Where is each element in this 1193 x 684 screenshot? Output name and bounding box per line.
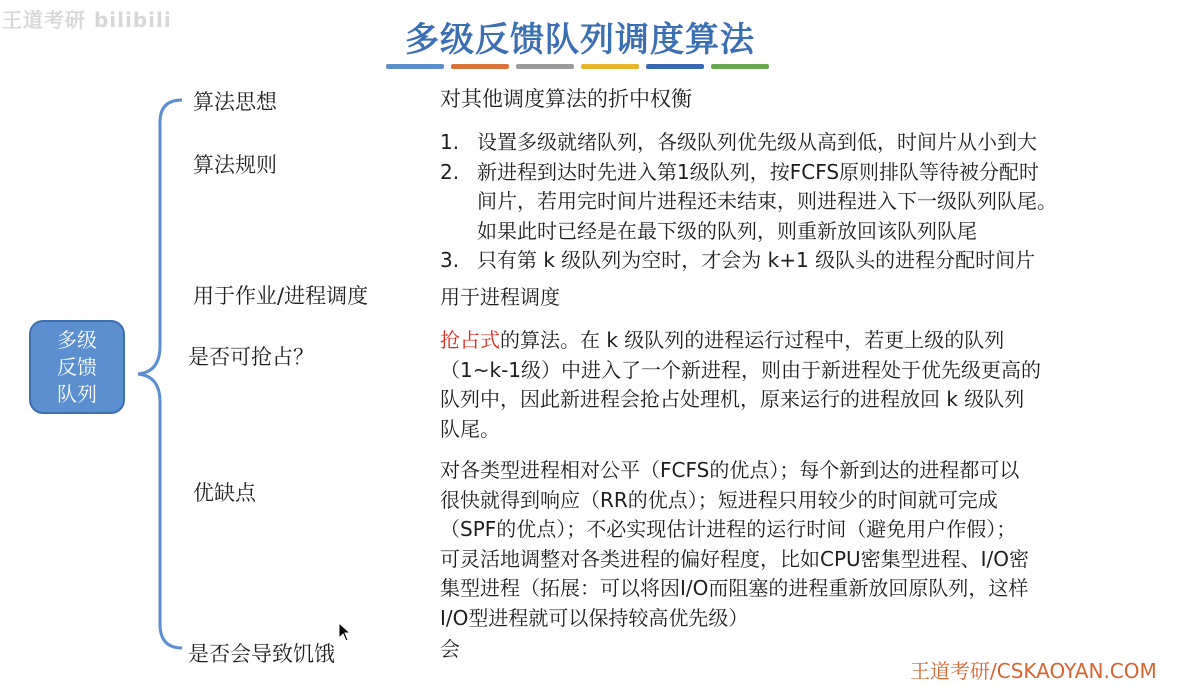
text-preempt [440, 326, 1041, 444]
title-bar [386, 64, 444, 69]
curly-brace [130, 96, 190, 658]
center-node-line: 反馈 [57, 355, 97, 379]
text-pros [440, 456, 1029, 633]
text-usage: 用于进程调度 [440, 285, 560, 309]
mouse-cursor-icon [338, 622, 352, 642]
slide-title: 多级反馈队列调度算法 [405, 20, 755, 60]
label-idea: 算法思想 [193, 90, 277, 114]
rule-line: 如果此时已经是在最下级的队列，则重新放回该队列队尾 [477, 218, 977, 243]
preempt-line: 队尾。 [440, 416, 500, 441]
rule-num: 1. [440, 130, 460, 154]
footer-brand: 王道考研/CSKAOYAN.COM [910, 659, 1157, 683]
rule-num: 3. [440, 248, 460, 272]
label-starve: 是否会导致饥饿 [188, 642, 335, 666]
rule-item [440, 246, 1057, 276]
center-node-line: 多级 [57, 328, 97, 352]
rules-list [440, 128, 1057, 276]
rule-line: 设置多级就绪队列，各级队列优先级从高到低，时间片从小到大 [477, 130, 1037, 154]
rule-num: 2. [440, 159, 460, 184]
rule-line: 新进程到达时先进入第1级队列，按FCFS原则排队等待被分配时 [477, 159, 1040, 184]
title-bar [516, 64, 574, 69]
pros-line: I/O型进程就可以保持较高优先级） [440, 605, 749, 630]
pros-line: 可灵活地调整对各类进程的偏好程度，比如CPU密集型进程、I/O密 [440, 546, 1030, 571]
pros-line: 集型进程（拓展：可以将因I/O而阻塞的进程重新放回原队列，这样 [440, 576, 1029, 600]
title-bar [711, 64, 769, 69]
label-usage: 用于作业/进程调度 [193, 284, 369, 308]
preempt-highlight: 抢占式 [440, 328, 500, 352]
title-bar [451, 64, 509, 69]
preempt-line: （1~k-1级）中进入了一个新进程，则由于新进程处于优先级更高的 [440, 357, 1042, 382]
rule-line: 只有第 k 级队列为空时，才会为 k+1 级队头的进程分配时间片 [477, 248, 1036, 272]
title-bar [581, 64, 639, 69]
pros-line: （SPF的优点）；不必实现估计进程的运行时间（避免用户作假）； [440, 517, 1017, 541]
label-pros: 优缺点 [193, 481, 256, 505]
title-underline-bars [386, 64, 769, 69]
text-idea: 对其他调度算法的折中权衡 [440, 87, 692, 111]
rule-item [440, 128, 1057, 158]
center-node-line: 队列 [57, 382, 97, 406]
label-rules: 算法规则 [193, 153, 277, 177]
text-starve: 会 [440, 637, 460, 661]
watermark: 王道考研 bilibili [2, 8, 172, 32]
preempt-text: 的算法。在 k 级队列的进程运行过程中，若更上级的队列 [500, 328, 1005, 352]
label-preempt: 是否可抢占？ [188, 345, 314, 369]
preempt-line [440, 326, 1041, 356]
pros-line: 很快就得到响应（RR的优点）；短进程只用较少的时间就可完成 [440, 487, 998, 512]
title-bar [646, 64, 704, 69]
pros-line: 对各类型进程相对公平（FCFS的优点）；每个新到达的进程都可以 [440, 458, 1020, 482]
center-node [29, 320, 125, 414]
preempt-line: 队列中，因此新进程会抢占处理机，原来运行的进程放回 k 级队列 [440, 387, 1025, 411]
rule-line: 间片，若用完时间片进程还未结束，则进程进入下一级队列队尾。 [477, 189, 1057, 213]
rule-item [440, 158, 1057, 188]
